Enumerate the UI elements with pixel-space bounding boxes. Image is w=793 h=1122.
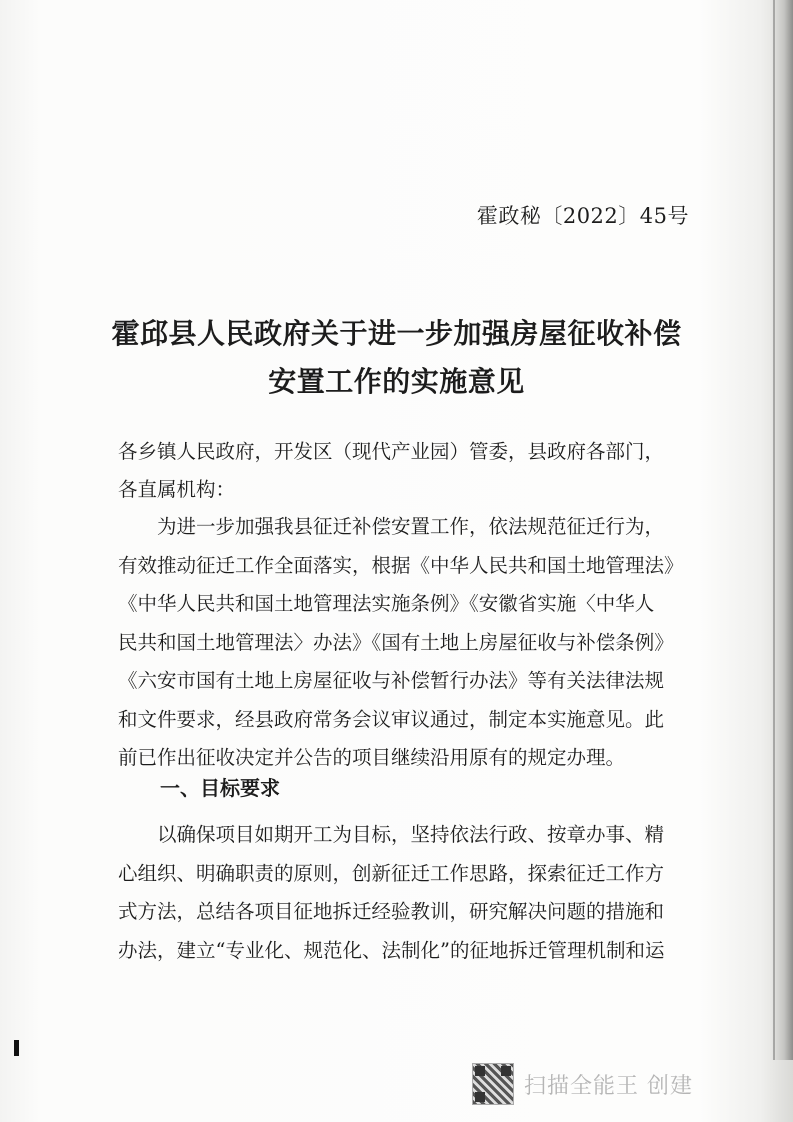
paragraph-line: 式方法，总结各项目征地拆迁经验教训，研究解决问题的措施和 [118,900,665,923]
paragraph-line: 《六安市国有土地上房屋征收与补偿暂行办法》等有关法律法规 [118,669,665,692]
paragraph-line: 民共和国土地管理法〉办法》《国有土地上房屋征收与补偿条例》 [118,630,674,654]
title-line-2: 安置工作的实施意见 [268,365,525,398]
scanner-watermark [472,1062,693,1106]
paragraph-line: 办法，建立“专业化、规范化、法制化”的征地拆迁管理机制和运 [118,938,665,962]
paragraph-line: 前已作出征收决定并公告的项目继续沿用原有的规定办理。 [118,746,626,769]
document-title [0,310,793,406]
paragraph-line: 以确保项目如期开工为目标，坚持依法行政、按章办事、精 [118,823,665,846]
page-edge-line [773,0,775,1060]
paragraph-line: 有效推动征迁工作全面落实，根据《中华人民共和国土地管理法》 [118,553,684,577]
scan-margin-mark [14,1040,19,1056]
section-heading-goals: 一、目标要求 [160,776,280,800]
paragraph-goals [118,816,698,970]
paragraph-intro [118,508,698,778]
paragraph-line: 为进一步加强我县征迁补偿安置工作，依法规范征迁行为， [118,515,665,538]
salutation-line: 各乡镇人民政府，开发区（现代产业园）管委，县政府各部门， [118,440,665,463]
watermark-text: 扫描全能王 创建 [524,1073,693,1099]
paragraph-line: 《中华人民共和国土地管理法实施条例》《安徽省实施〈中华人 [118,592,655,615]
salutation-line: 各直属机构： [118,478,236,501]
paragraph-line: 和文件要求，经县政府常务会议审议通过，制定本实施意见。此 [118,707,665,731]
title-line-1: 霍邱县人民政府关于进一步加强房屋征收补偿 [111,317,682,350]
paragraph-line: 心组织、明确职责的原则，创新征迁工作思路，探索征迁工作方 [118,861,665,885]
qr-code-icon [472,1063,514,1105]
document-number: 霍政秘〔2022〕45号 [476,204,689,228]
salutation [118,433,698,509]
